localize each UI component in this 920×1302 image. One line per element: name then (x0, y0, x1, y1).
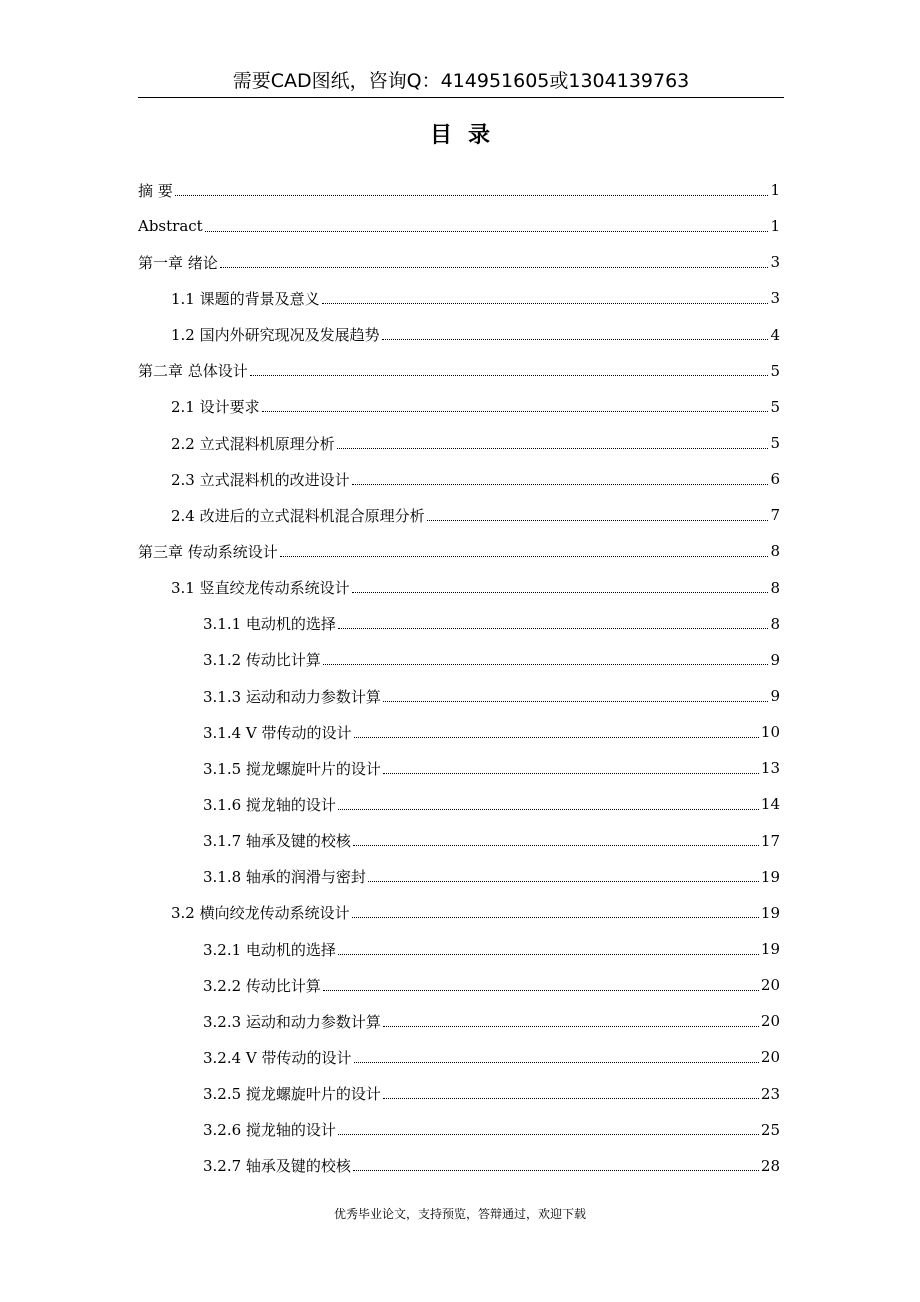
toc-page-number: 19 (760, 903, 780, 922)
toc-page-number: 19 (760, 940, 780, 959)
toc-dot-leader (175, 195, 769, 196)
toc-entry-title: 第二章 总体设计 (138, 362, 248, 381)
toc-dot-leader (250, 375, 769, 376)
toc-page-number: 4 (770, 325, 780, 344)
toc-entry-title: 3.1.6 搅龙轴的设计 (203, 795, 336, 814)
toc-page-number: 6 (770, 470, 780, 489)
toc-dot-leader (427, 520, 769, 521)
toc-entry-title: 3.2.5 搅龙螺旋叶片的设计 (203, 1085, 381, 1104)
toc-entry[interactable] (0, 931, 920, 967)
toc-page-number: 28 (760, 1156, 780, 1175)
toc-dot-leader (338, 954, 759, 955)
toc-entry[interactable] (0, 714, 920, 750)
toc-page-number: 23 (760, 1084, 780, 1103)
toc-dot-leader (338, 628, 769, 629)
toc-dot-leader (220, 267, 769, 268)
toc-entry[interactable] (0, 642, 920, 678)
toc-entry[interactable] (0, 280, 920, 316)
toc-entry[interactable] (0, 533, 920, 569)
toc-page-number: 1 (770, 181, 780, 200)
toc-page-number: 20 (760, 1048, 780, 1067)
toc-dot-leader (323, 990, 759, 991)
toc-entry[interactable] (0, 750, 920, 786)
toc-title: 目录 (429, 123, 506, 148)
toc-page-number: 5 (770, 397, 780, 416)
toc-page-number: 13 (760, 759, 780, 778)
toc-entry[interactable] (0, 606, 920, 642)
toc-entry[interactable] (0, 678, 920, 714)
toc-entry-title: 3.2.7 轴承及键的校核 (203, 1157, 351, 1176)
toc-entry-title: Abstract (138, 217, 203, 236)
toc-dot-leader (323, 664, 769, 665)
toc-entry-title: 3.2.6 搅龙轴的设计 (203, 1121, 336, 1140)
toc-entry[interactable] (0, 895, 920, 931)
toc-dot-leader (383, 1026, 759, 1027)
toc-page-number: 5 (770, 361, 780, 380)
toc-page-number: 14 (760, 795, 780, 814)
toc-entry-title: 3.1.7 轴承及键的校核 (203, 832, 351, 851)
toc-entry-title: 3.2.2 传动比计算 (203, 976, 321, 995)
toc-dot-leader (382, 339, 769, 340)
toc-entry[interactable] (0, 244, 920, 280)
toc-entry-title: 3.1.2 传动比计算 (203, 651, 321, 670)
toc-entry[interactable] (0, 389, 920, 425)
toc-page-number: 8 (770, 614, 780, 633)
toc-dot-leader (337, 448, 769, 449)
toc-dot-leader (354, 737, 759, 738)
toc-entry[interactable] (0, 208, 920, 244)
toc-page-number: 10 (760, 723, 780, 742)
toc-entry[interactable] (0, 497, 920, 533)
toc-entry-title: 2.2 立式混料机原理分析 (171, 434, 335, 453)
toc-entry-title: 3.1.3 运动和动力参数计算 (203, 687, 381, 706)
toc-entry-title: 3.1.1 电动机的选择 (203, 615, 336, 634)
toc-entry[interactable] (0, 425, 920, 461)
toc-entry-title: 3.1 竖直绞龙传动系统设计 (171, 579, 350, 598)
toc-entry[interactable] (0, 823, 920, 859)
toc-entry-title: 第三章 传动系统设计 (138, 542, 278, 561)
toc-entry[interactable] (0, 172, 920, 208)
toc-entry[interactable] (0, 1112, 920, 1148)
toc-entry-title: 2.3 立式混料机的改进设计 (171, 470, 350, 489)
toc-dot-leader (383, 773, 759, 774)
toc-page-number: 25 (760, 1120, 780, 1139)
toc-entry[interactable] (0, 786, 920, 822)
toc-entry[interactable] (0, 461, 920, 497)
toc-page-number: 5 (770, 434, 780, 453)
toc-entry[interactable] (0, 353, 920, 389)
page-header: 需要CAD图纸，咨询Q：414951605或1304139763 (232, 70, 690, 92)
toc-page-number: 8 (770, 542, 780, 561)
toc-page-number: 7 (770, 506, 780, 525)
toc-page-number: 19 (760, 867, 780, 886)
toc-page-number: 20 (760, 976, 780, 995)
toc-dot-leader (205, 231, 769, 232)
toc-entry-title: 2.4 改进后的立式混料机混合原理分析 (171, 506, 425, 525)
toc-entry-title: 3.2 横向绞龙传动系统设计 (171, 904, 350, 923)
toc-dot-leader (352, 592, 769, 593)
toc-dot-leader (383, 701, 769, 702)
toc-dot-leader (354, 1062, 759, 1063)
toc-entry[interactable] (0, 967, 920, 1003)
toc-entry-title: 1.2 国内外研究现况及发展趋势 (171, 326, 380, 345)
toc-entry-title: 3.1.8 轴承的润滑与密封 (203, 868, 366, 887)
toc-entry-title: 1.1 课题的背景及意义 (171, 289, 320, 308)
toc-entry[interactable] (0, 1003, 920, 1039)
toc-page-number: 3 (770, 253, 780, 272)
toc-dot-leader (338, 809, 759, 810)
toc-entry-title: 3.1.4 V 带传动的设计 (203, 723, 352, 742)
toc-dot-leader (353, 845, 759, 846)
table-of-contents (0, 172, 920, 1184)
toc-dot-leader (322, 303, 769, 304)
toc-entry-title: 3.2.4 V 带传动的设计 (203, 1048, 352, 1067)
toc-entry[interactable] (0, 1148, 920, 1184)
toc-page-number: 9 (770, 650, 780, 669)
toc-page-number: 3 (770, 289, 780, 308)
toc-entry[interactable] (0, 1039, 920, 1075)
toc-dot-leader (352, 917, 759, 918)
toc-entry-title: 第一章 绪论 (138, 253, 218, 272)
toc-dot-leader (383, 1098, 759, 1099)
toc-dot-leader (262, 411, 769, 412)
toc-dot-leader (280, 556, 769, 557)
toc-page-number: 17 (760, 831, 780, 850)
toc-page-number: 8 (770, 578, 780, 597)
toc-page-number: 9 (770, 687, 780, 706)
toc-entry[interactable] (0, 570, 920, 606)
toc-dot-leader (338, 1134, 759, 1135)
toc-entry-title: 3.1.5 搅龙螺旋叶片的设计 (203, 759, 381, 778)
toc-entry[interactable] (0, 317, 920, 353)
toc-entry[interactable] (0, 859, 920, 895)
toc-entry-title: 摘 要 (138, 181, 173, 200)
page-footer: 优秀毕业论文，支持预览，答辩通过，欢迎下载 (333, 1207, 586, 1221)
toc-entry-title: 2.1 设计要求 (171, 398, 260, 417)
toc-page-number: 20 (760, 1012, 780, 1031)
toc-dot-leader (353, 1170, 759, 1171)
toc-page-number: 1 (770, 217, 780, 236)
toc-entry-title: 3.2.3 运动和动力参数计算 (203, 1012, 381, 1031)
toc-entry-title: 3.2.1 电动机的选择 (203, 940, 336, 959)
toc-dot-leader (352, 484, 769, 485)
toc-dot-leader (368, 881, 759, 882)
header-divider (138, 97, 784, 98)
toc-entry[interactable] (0, 1076, 920, 1112)
